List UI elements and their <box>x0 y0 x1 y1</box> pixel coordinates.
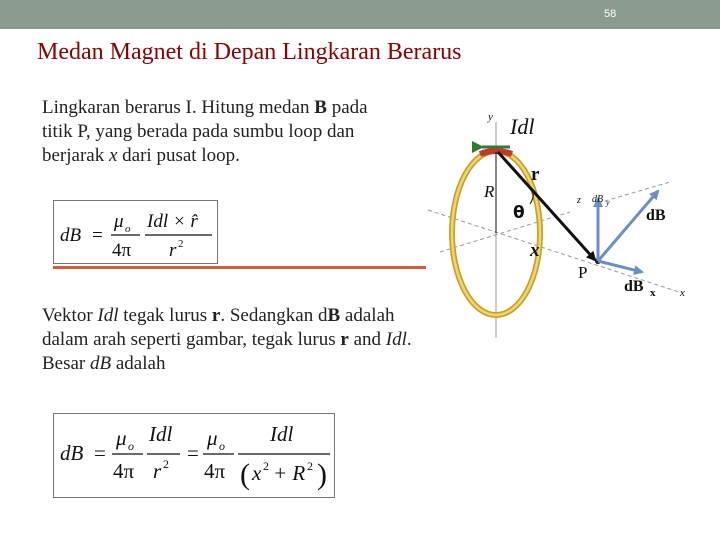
eq2-equals-1: = <box>94 441 106 465</box>
text: tegak lurus <box>118 305 212 326</box>
eq2-lhs: dB <box>60 441 84 465</box>
eq2-paren-right: ) <box>317 458 327 491</box>
r-vector-label: r <box>531 164 540 185</box>
equation-1-svg <box>54 201 217 263</box>
eq2-4pi-2: 4π <box>204 459 226 483</box>
text-bold: r <box>340 329 349 350</box>
text: pada titik P, yang berada pada sumbu loop dan berjarak <box>42 97 368 166</box>
text-bold: B <box>314 97 327 118</box>
loop-diagram <box>420 100 700 345</box>
point-p-label: P <box>578 263 588 282</box>
y-axis-label: y <box>488 111 493 123</box>
text: Vektor <box>42 305 98 326</box>
z-axis-label: z <box>577 195 581 206</box>
text: . Sedangkan d <box>220 305 328 326</box>
eq1-equals: = <box>92 225 103 246</box>
text-bold: r <box>211 305 221 326</box>
eq2-mu-sub-2: o <box>219 439 225 453</box>
eq2-r-sup-2: 2 <box>307 459 313 473</box>
eq2-mu-2: μ <box>207 426 218 450</box>
text-italic: dB <box>90 353 112 374</box>
dby-sub: y <box>606 198 610 207</box>
equation-biot-savart <box>53 200 218 264</box>
eq1-mu: μ <box>114 211 124 232</box>
eq2-equals-2: = <box>187 441 199 465</box>
eq2-r-1: r <box>153 459 162 483</box>
equation-2-svg <box>54 414 334 497</box>
text: adalah <box>111 353 166 374</box>
eq2-mu-sub-1: o <box>128 439 134 453</box>
eq2-paren-left: ( <box>240 458 250 491</box>
theta-label: θ <box>513 203 525 223</box>
text-bold: B <box>327 305 341 326</box>
idl-label: Idl <box>510 114 535 139</box>
eq1-4pi: 4π <box>112 240 132 261</box>
eq2-x: x <box>252 461 262 485</box>
text: Lingkaran berarus I. Hitung medan <box>42 97 315 118</box>
eq2-4pi-1: 4π <box>113 459 135 483</box>
x-distance-label: x <box>530 240 540 261</box>
z-axis-line-left <box>440 212 570 252</box>
text-italic: x <box>108 145 118 166</box>
header-bar <box>0 0 720 29</box>
text-italic: Idl <box>385 329 407 350</box>
paragraph-explanation <box>42 304 442 376</box>
eq2-mu-1: μ <box>116 426 127 450</box>
paragraph-intro <box>42 96 402 168</box>
x-axis-line <box>428 210 682 293</box>
text-italic: Idl <box>97 305 119 326</box>
eq1-mu-sub: o <box>125 223 131 235</box>
x-axis-label: x <box>680 287 685 299</box>
radius-label: R <box>484 182 495 201</box>
eq1-r-sup: 2 <box>178 238 184 250</box>
text: and <box>348 329 386 350</box>
text: . Besar <box>42 329 412 374</box>
dbx-sub: x <box>650 287 656 299</box>
slide-title: Medan Magnet di Depan Lingkaran Berarus <box>37 39 462 65</box>
eq2-x-sup: 2 <box>263 459 269 473</box>
eq2-r-sup-1: 2 <box>163 457 169 471</box>
eq1-r: r <box>169 240 177 261</box>
divider-line <box>53 266 426 269</box>
eq2-plus-r: + R <box>273 461 306 485</box>
text: adalah dalam arah seperti gambar, tegak lurus <box>42 305 395 350</box>
slide-number: 58 <box>604 8 617 20</box>
eq1-lhs: dB <box>60 225 82 246</box>
eq2-idl-2: Idl <box>270 422 294 446</box>
dby-label: dB <box>592 194 604 205</box>
text: dari pusat loop. <box>117 145 240 166</box>
eq1-cross-num: Idl × r̂ <box>147 211 198 232</box>
dbx-label: dB <box>624 278 644 295</box>
equation-magnitude <box>53 413 335 498</box>
dbx-arrow <box>598 261 642 272</box>
eq2-idl-1: Idl <box>149 422 173 446</box>
db-label: dB <box>646 207 666 224</box>
